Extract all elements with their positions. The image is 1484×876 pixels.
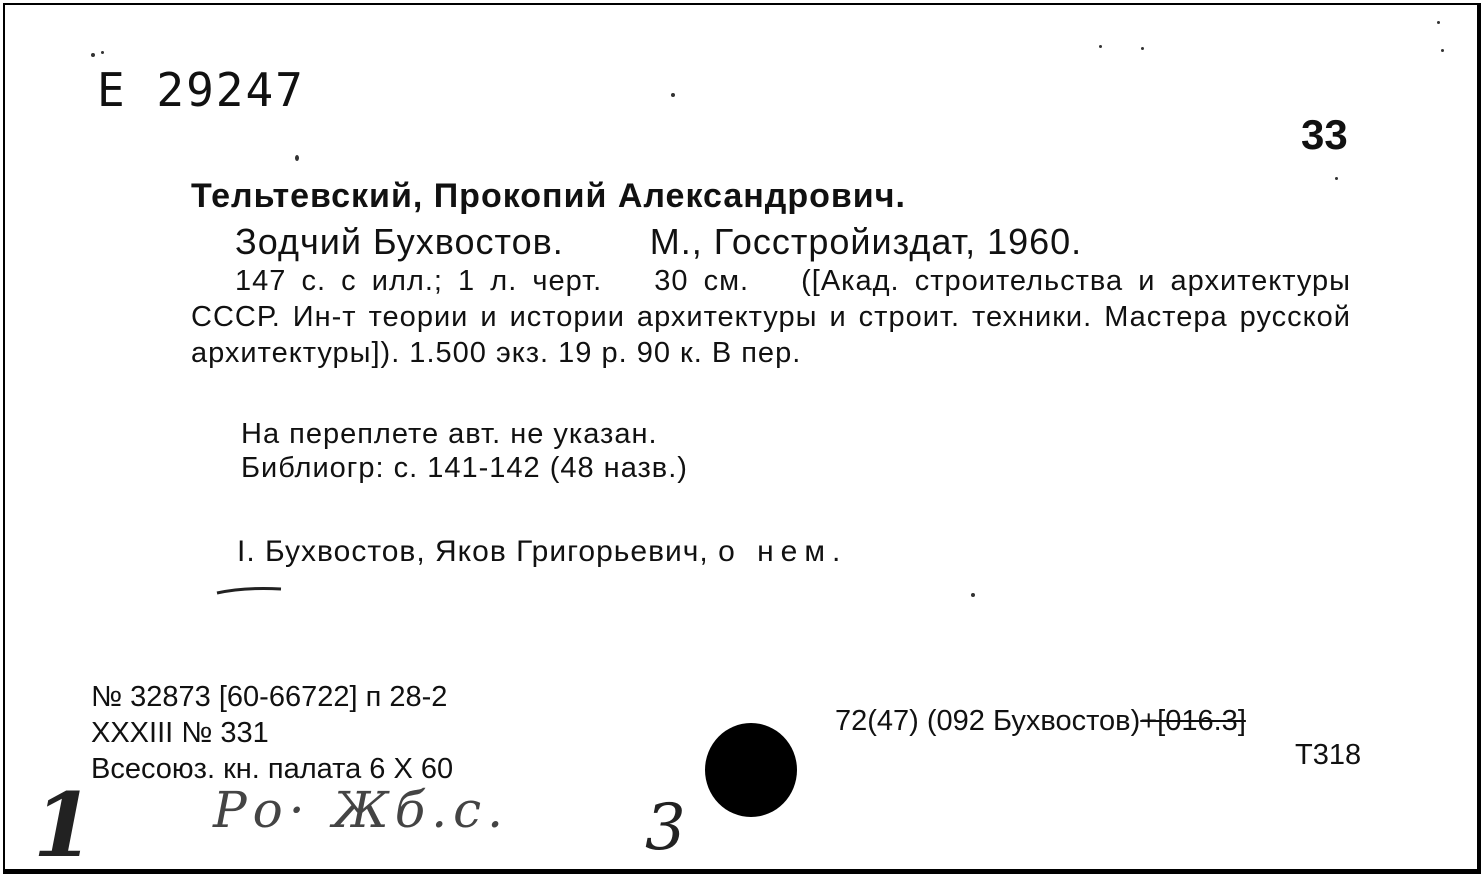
punch-hole — [705, 723, 797, 817]
catalog-card — [3, 3, 1481, 874]
call-number: Е 29247 — [97, 63, 305, 117]
tracing-spaced: о нем. — [718, 535, 848, 568]
underline-mark — [215, 583, 285, 599]
classification-index — [835, 705, 1246, 738]
handwritten-number-one: 1 — [33, 773, 95, 874]
tracing-label: I. Бухвостов, Яков Григорьевич, — [237, 535, 709, 568]
series-statement: ([Акад. строительства и архитектуры СССР. Ин-т теории и истории архитектуры и строит. техники. Мастера русской архитектуры]). 1.500 экз. 19 р. 90 к. В пер. — [191, 265, 1351, 369]
dimensions: 30 см. — [654, 265, 750, 297]
physical-description — [191, 263, 1351, 371]
note-bibliography: Библиогр: с. 141-142 (48 назв.) — [241, 452, 688, 484]
card-number: 33 — [1301, 111, 1348, 158]
handwritten-note: Ро· Жб.с. — [213, 781, 510, 839]
author-heading: Тельтевский, Прокопий Александрович. — [191, 177, 906, 215]
author-mark: Т318 — [1295, 739, 1362, 771]
subject-tracing — [237, 535, 847, 569]
handwritten-number-three: 3 — [645, 791, 686, 865]
registration-line-2: XXXIII № 331 — [91, 717, 269, 749]
udc-struck: +[016.3] — [1140, 705, 1246, 737]
book-title: Зодчий Бухвостов. — [235, 221, 564, 262]
registration-line-3: Всесоюз. кн. палата 6 X 60 — [91, 753, 454, 785]
notes — [241, 417, 688, 485]
registration-line-1: № 32873 [60-66722] п 28-2 — [91, 681, 448, 713]
title-line — [235, 221, 1082, 263]
udc-main: 72(47) (092 Бухвостов) — [835, 705, 1141, 737]
pagination: 147 с. с илл.; 1 л. черт. — [235, 265, 603, 297]
registration-block — [91, 679, 453, 787]
imprint: М., Госстройиздат, 1960. — [649, 221, 1083, 262]
note-binding: На переплете авт. не указан. — [241, 418, 658, 450]
